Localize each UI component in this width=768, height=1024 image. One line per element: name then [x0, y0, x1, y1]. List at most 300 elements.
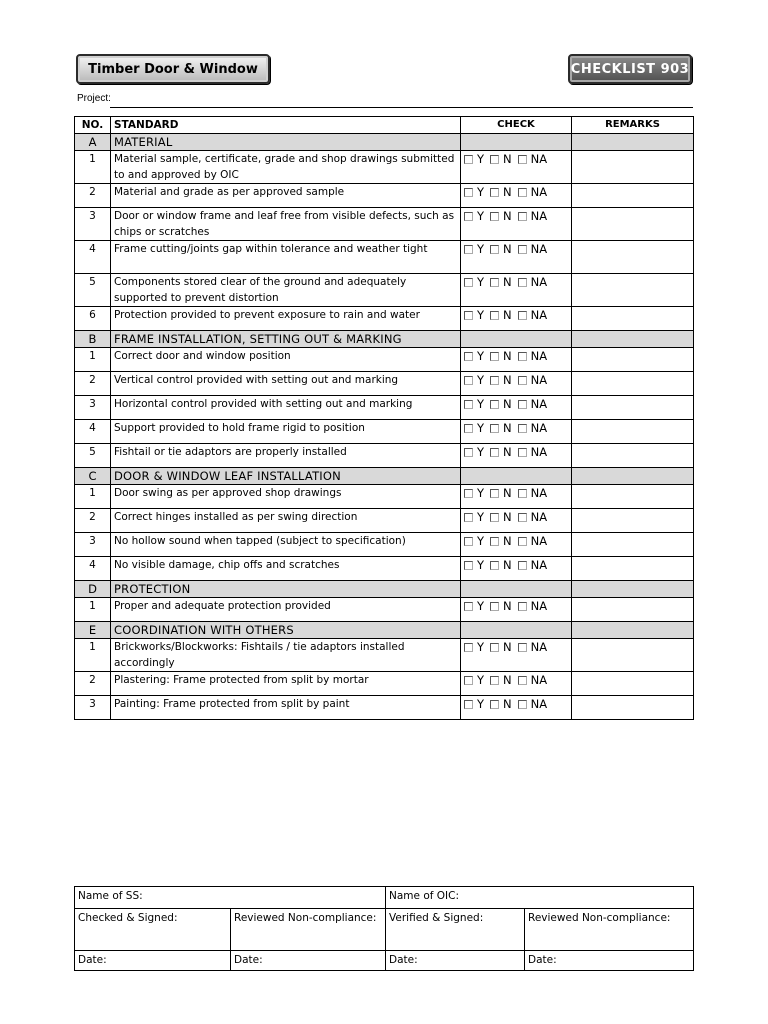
- item-standard: Vertical control provided with setting out and marking: [111, 372, 461, 396]
- item-remarks-cell[interactable]: [572, 557, 694, 581]
- item-number: 1: [75, 639, 111, 672]
- checkbox-icon[interactable]: [518, 188, 527, 197]
- check-option-label: N: [503, 349, 512, 363]
- item-remarks-cell[interactable]: [572, 307, 694, 331]
- checklist-item-row: [75, 639, 694, 672]
- item-number: 6: [75, 307, 111, 331]
- item-number: 2: [75, 184, 111, 208]
- check-option-label: Y: [477, 534, 485, 548]
- check-option-label: NA: [530, 373, 548, 387]
- checklist-item-row: [75, 444, 694, 468]
- item-remarks-cell[interactable]: [572, 274, 694, 307]
- check-option-label: N: [503, 445, 512, 459]
- checklist-item-row: [75, 509, 694, 533]
- item-standard: Material sample, certificate, grade and shop drawings submitted to and approved by OIC: [111, 151, 461, 184]
- checkbox-icon[interactable]: [518, 602, 527, 611]
- item-number: 3: [75, 533, 111, 557]
- verified-signed-field[interactable]: Verified & Signed:: [386, 909, 525, 951]
- check-option-na[interactable]: [518, 485, 547, 501]
- checkbox-icon[interactable]: [490, 212, 499, 221]
- check-option-na[interactable]: [518, 557, 547, 573]
- check-option-y[interactable]: [464, 151, 484, 167]
- checkbox-icon[interactable]: [490, 643, 499, 652]
- check-option-na[interactable]: [518, 241, 547, 257]
- table-header-row: [75, 117, 694, 134]
- check-option-label: N: [503, 640, 512, 654]
- checkbox-icon[interactable]: [490, 489, 499, 498]
- check-option-na[interactable]: [518, 639, 547, 655]
- checkbox-icon[interactable]: [464, 311, 473, 320]
- item-remarks-cell[interactable]: [572, 208, 694, 241]
- checkbox-icon[interactable]: [490, 676, 499, 685]
- item-number: 2: [75, 509, 111, 533]
- check-option-label: Y: [477, 697, 485, 711]
- checkbox-icon[interactable]: [518, 155, 527, 164]
- checkbox-icon[interactable]: [464, 448, 473, 457]
- check-option-y[interactable]: [464, 672, 484, 688]
- checkbox-icon[interactable]: [464, 700, 473, 709]
- item-remarks-cell[interactable]: [572, 372, 694, 396]
- checklist-item-row: [75, 396, 694, 420]
- check-option-n[interactable]: [490, 444, 512, 460]
- item-check-cell: [461, 208, 572, 241]
- check-option-label: NA: [530, 242, 548, 256]
- checkbox-icon[interactable]: [464, 400, 473, 409]
- item-number: 3: [75, 208, 111, 241]
- header-remarks: REMARKS: [572, 117, 694, 134]
- check-option-label: Y: [477, 185, 485, 199]
- checklist-item-row: [75, 274, 694, 307]
- check-option-na[interactable]: [518, 533, 547, 549]
- project-label: Project:: [77, 93, 111, 104]
- check-option-label: NA: [530, 185, 548, 199]
- item-remarks-cell[interactable]: [572, 184, 694, 208]
- checkbox-icon[interactable]: [464, 155, 473, 164]
- item-check-cell: [461, 348, 572, 372]
- item-standard: No visible damage, chip offs and scratches: [111, 557, 461, 581]
- check-option-label: N: [503, 534, 512, 548]
- section-remarks-cell: [572, 134, 694, 151]
- checkbox-icon[interactable]: [464, 489, 473, 498]
- item-number: 1: [75, 348, 111, 372]
- checkbox-icon[interactable]: [490, 424, 499, 433]
- item-number: 5: [75, 444, 111, 468]
- section-code: B: [75, 331, 111, 348]
- checkbox-icon[interactable]: [518, 311, 527, 320]
- checkbox-icon[interactable]: [464, 513, 473, 522]
- checkbox-icon[interactable]: [518, 400, 527, 409]
- item-check-cell: [461, 307, 572, 331]
- item-check-cell: [461, 672, 572, 696]
- item-remarks-cell[interactable]: [572, 444, 694, 468]
- checkbox-icon[interactable]: [464, 602, 473, 611]
- item-standard: Door swing as per approved shop drawings: [111, 485, 461, 509]
- check-option-na[interactable]: [518, 420, 547, 436]
- check-option-y[interactable]: [464, 509, 484, 525]
- item-remarks-cell[interactable]: [572, 348, 694, 372]
- check-option-label: Y: [477, 373, 485, 387]
- check-option-na[interactable]: [518, 444, 547, 460]
- check-option-y[interactable]: [464, 348, 484, 364]
- item-remarks-cell[interactable]: [572, 396, 694, 420]
- check-option-y[interactable]: [464, 241, 484, 257]
- check-option-y[interactable]: [464, 639, 484, 655]
- check-option-label: NA: [530, 510, 548, 524]
- checkbox-icon[interactable]: [518, 424, 527, 433]
- checkbox-icon[interactable]: [518, 643, 527, 652]
- check-option-label: N: [503, 308, 512, 322]
- check-option-y[interactable]: [464, 420, 484, 436]
- section-remarks-cell: [572, 622, 694, 639]
- check-option-y[interactable]: [464, 696, 484, 712]
- item-check-cell: [461, 184, 572, 208]
- check-option-n[interactable]: [490, 184, 512, 200]
- check-option-n[interactable]: [490, 151, 512, 167]
- item-check-cell: [461, 639, 572, 672]
- section-check-cell: [461, 581, 572, 598]
- item-standard: Fishtail or tie adaptors are properly installed: [111, 444, 461, 468]
- check-option-label: NA: [530, 673, 548, 687]
- section-check-cell: [461, 331, 572, 348]
- item-standard: No hollow sound when tapped (subject to specification): [111, 533, 461, 557]
- check-option-na[interactable]: [518, 151, 547, 167]
- checklist-item-row: [75, 184, 694, 208]
- item-standard: Protection provided to prevent exposure to rain and water: [111, 307, 461, 331]
- section-remarks-cell: [572, 331, 694, 348]
- name-of-ss-field[interactable]: Name of SS:: [75, 887, 386, 909]
- check-option-label: N: [503, 242, 512, 256]
- item-check-cell: [461, 696, 572, 720]
- check-option-label: NA: [530, 640, 548, 654]
- item-remarks-cell[interactable]: [572, 533, 694, 557]
- checklist-item-row: [75, 151, 694, 184]
- section-code: A: [75, 134, 111, 151]
- check-option-n[interactable]: [490, 307, 512, 323]
- checkbox-icon[interactable]: [490, 376, 499, 385]
- date-field-1[interactable]: Date:: [75, 951, 231, 971]
- checkbox-icon[interactable]: [518, 212, 527, 221]
- check-option-n[interactable]: [490, 274, 512, 290]
- check-option-na[interactable]: [518, 184, 547, 200]
- check-option-label: Y: [477, 445, 485, 459]
- check-option-n[interactable]: [490, 241, 512, 257]
- document-title: Timber Door & Window: [76, 54, 270, 84]
- checkbox-icon[interactable]: [490, 400, 499, 409]
- item-check-cell: [461, 598, 572, 622]
- check-option-na[interactable]: [518, 509, 547, 525]
- item-number: 1: [75, 598, 111, 622]
- check-option-n[interactable]: [490, 420, 512, 436]
- checklist-item-row: [75, 696, 694, 720]
- check-option-label: N: [503, 673, 512, 687]
- section-check-cell: [461, 134, 572, 151]
- checkbox-icon[interactable]: [490, 537, 499, 546]
- item-standard: Door or window frame and leaf free from visible defects, such as chips or scratches: [111, 208, 461, 241]
- item-number: 2: [75, 672, 111, 696]
- item-standard: Proper and adequate protection provided: [111, 598, 461, 622]
- check-option-na[interactable]: [518, 348, 547, 364]
- checklist-item-row: [75, 533, 694, 557]
- checkbox-icon[interactable]: [490, 311, 499, 320]
- check-option-label: N: [503, 697, 512, 711]
- checklist-item-row: [75, 307, 694, 331]
- section-row: [75, 331, 694, 348]
- item-standard: Correct hinges installed as per swing direction: [111, 509, 461, 533]
- item-check-cell: [461, 274, 572, 307]
- checkbox-icon[interactable]: [490, 155, 499, 164]
- item-standard: Plastering: Frame protected from split by mortar: [111, 672, 461, 696]
- check-option-label: Y: [477, 209, 485, 223]
- check-option-n[interactable]: [490, 348, 512, 364]
- item-standard: Painting: Frame protected from split by paint: [111, 696, 461, 720]
- header-check: CHECK: [461, 117, 572, 134]
- checkbox-icon[interactable]: [464, 424, 473, 433]
- section-title: COORDINATION WITH OTHERS: [111, 622, 461, 639]
- item-remarks-cell[interactable]: [572, 509, 694, 533]
- checkbox-icon[interactable]: [518, 448, 527, 457]
- check-option-n[interactable]: [490, 208, 512, 224]
- check-option-label: N: [503, 185, 512, 199]
- check-option-y[interactable]: [464, 485, 484, 501]
- item-number: 5: [75, 274, 111, 307]
- item-number: 4: [75, 420, 111, 444]
- section-row: [75, 134, 694, 151]
- date-field-3[interactable]: Date:: [386, 951, 525, 971]
- checklist-table: [74, 116, 694, 720]
- checkbox-icon[interactable]: [518, 278, 527, 287]
- check-option-n[interactable]: [490, 557, 512, 573]
- checkbox-icon[interactable]: [518, 352, 527, 361]
- check-option-na[interactable]: [518, 598, 547, 614]
- checkbox-icon[interactable]: [464, 352, 473, 361]
- checkbox-icon[interactable]: [518, 513, 527, 522]
- checkbox-icon[interactable]: [490, 278, 499, 287]
- date-field-2[interactable]: Date:: [231, 951, 386, 971]
- check-option-n[interactable]: [490, 598, 512, 614]
- section-row: [75, 622, 694, 639]
- item-remarks-cell[interactable]: [572, 672, 694, 696]
- item-standard: Brickworks/Blockworks: Fishtails / tie adaptors installed accordingly: [111, 639, 461, 672]
- checkbox-icon[interactable]: [490, 245, 499, 254]
- check-option-label: N: [503, 421, 512, 435]
- check-option-label: N: [503, 152, 512, 166]
- item-number: 1: [75, 485, 111, 509]
- checkbox-icon[interactable]: [490, 352, 499, 361]
- check-option-label: Y: [477, 510, 485, 524]
- section-remarks-cell: [572, 581, 694, 598]
- checkbox-icon[interactable]: [464, 561, 473, 570]
- checkbox-icon[interactable]: [490, 513, 499, 522]
- header-standard: STANDARD: [111, 117, 461, 134]
- item-number: 3: [75, 396, 111, 420]
- checklist-item-row: [75, 208, 694, 241]
- checkbox-icon[interactable]: [464, 676, 473, 685]
- item-remarks-cell[interactable]: [572, 696, 694, 720]
- check-option-label: Y: [477, 242, 485, 256]
- checkbox-icon[interactable]: [490, 448, 499, 457]
- checklist-item-row: [75, 372, 694, 396]
- item-number: 1: [75, 151, 111, 184]
- checkbox-icon[interactable]: [490, 188, 499, 197]
- check-option-y[interactable]: [464, 598, 484, 614]
- check-option-na[interactable]: [518, 208, 547, 224]
- check-option-label: NA: [530, 209, 548, 223]
- check-option-label: Y: [477, 558, 485, 572]
- checkbox-icon[interactable]: [518, 561, 527, 570]
- item-check-cell: [461, 533, 572, 557]
- item-check-cell: [461, 557, 572, 581]
- check-option-label: N: [503, 373, 512, 387]
- check-option-y[interactable]: [464, 184, 484, 200]
- check-option-y[interactable]: [464, 444, 484, 460]
- checkbox-icon[interactable]: [464, 212, 473, 221]
- checklist-item-row: [75, 241, 694, 274]
- check-option-n[interactable]: [490, 696, 512, 712]
- checkbox-icon[interactable]: [464, 376, 473, 385]
- check-option-label: NA: [530, 445, 548, 459]
- checklist-item-row: [75, 557, 694, 581]
- checkbox-icon[interactable]: [464, 643, 473, 652]
- item-remarks-cell[interactable]: [572, 485, 694, 509]
- item-check-cell: [461, 444, 572, 468]
- checkbox-icon[interactable]: [518, 537, 527, 546]
- project-input-line[interactable]: [110, 107, 693, 108]
- reviewed-noncompliance-field-2[interactable]: Reviewed Non-compliance:: [525, 909, 694, 951]
- item-standard: Support provided to hold frame rigid to position: [111, 420, 461, 444]
- check-option-label: Y: [477, 486, 485, 500]
- check-option-na[interactable]: [518, 372, 547, 388]
- check-option-label: N: [503, 599, 512, 613]
- item-remarks-cell[interactable]: [572, 241, 694, 274]
- section-row: [75, 468, 694, 485]
- check-option-label: N: [503, 486, 512, 500]
- section-remarks-cell: [572, 468, 694, 485]
- check-option-y[interactable]: [464, 307, 484, 323]
- check-option-y[interactable]: [464, 372, 484, 388]
- item-number: 4: [75, 557, 111, 581]
- check-option-na[interactable]: [518, 696, 547, 712]
- check-option-n[interactable]: [490, 533, 512, 549]
- check-option-y[interactable]: [464, 557, 484, 573]
- check-option-label: Y: [477, 275, 485, 289]
- checklist-item-row: [75, 485, 694, 509]
- checkbox-icon[interactable]: [490, 561, 499, 570]
- check-option-n[interactable]: [490, 396, 512, 412]
- item-number: 4: [75, 241, 111, 274]
- check-option-label: N: [503, 209, 512, 223]
- section-check-cell: [461, 468, 572, 485]
- item-check-cell: [461, 241, 572, 274]
- item-standard: Material and grade as per approved sample: [111, 184, 461, 208]
- checkbox-icon[interactable]: [464, 537, 473, 546]
- checked-signed-field[interactable]: Checked & Signed:: [75, 909, 231, 951]
- section-check-cell: [461, 622, 572, 639]
- check-option-label: Y: [477, 599, 485, 613]
- check-option-label: N: [503, 510, 512, 524]
- item-standard: Horizontal control provided with setting out and marking: [111, 396, 461, 420]
- check-option-label: N: [503, 275, 512, 289]
- check-option-label: N: [503, 397, 512, 411]
- item-check-cell: [461, 485, 572, 509]
- check-option-n[interactable]: [490, 485, 512, 501]
- section-title: PROTECTION: [111, 581, 461, 598]
- check-option-n[interactable]: [490, 509, 512, 525]
- checklist-item-row: [75, 598, 694, 622]
- checkbox-icon[interactable]: [464, 188, 473, 197]
- item-check-cell: [461, 420, 572, 444]
- item-remarks-cell[interactable]: [572, 639, 694, 672]
- checkbox-icon[interactable]: [518, 700, 527, 709]
- check-option-label: NA: [530, 349, 548, 363]
- item-check-cell: [461, 509, 572, 533]
- signoff-table: [74, 886, 694, 971]
- check-option-n[interactable]: [490, 639, 512, 655]
- check-option-label: NA: [530, 534, 548, 548]
- reviewed-noncompliance-field-1[interactable]: Reviewed Non-compliance:: [231, 909, 386, 951]
- section-row: [75, 581, 694, 598]
- check-option-na[interactable]: [518, 307, 547, 323]
- item-remarks-cell[interactable]: [572, 420, 694, 444]
- header-no: NO.: [75, 117, 111, 134]
- check-option-label: NA: [530, 397, 548, 411]
- checkbox-icon[interactable]: [518, 376, 527, 385]
- checkbox-icon[interactable]: [518, 245, 527, 254]
- check-option-y[interactable]: [464, 396, 484, 412]
- check-option-label: Y: [477, 349, 485, 363]
- check-option-n[interactable]: [490, 672, 512, 688]
- checkbox-icon[interactable]: [518, 489, 527, 498]
- item-standard: Frame cutting/joints gap within tolerance and weather tight: [111, 241, 461, 274]
- item-number: 3: [75, 696, 111, 720]
- item-remarks-cell[interactable]: [572, 151, 694, 184]
- item-number: 2: [75, 372, 111, 396]
- checkbox-icon[interactable]: [490, 602, 499, 611]
- checklist-number: CHECKLIST 903: [568, 54, 692, 84]
- item-standard: Components stored clear of the ground and adequately supported to prevent distortion: [111, 274, 461, 307]
- check-option-n[interactable]: [490, 372, 512, 388]
- section-code: D: [75, 581, 111, 598]
- check-option-na[interactable]: [518, 672, 547, 688]
- checklist-item-row: [75, 420, 694, 444]
- check-option-label: NA: [530, 599, 548, 613]
- checkbox-icon[interactable]: [490, 700, 499, 709]
- section-title: DOOR & WINDOW LEAF INSTALLATION: [111, 468, 461, 485]
- check-option-label: N: [503, 558, 512, 572]
- item-standard: Correct door and window position: [111, 348, 461, 372]
- check-option-label: NA: [530, 558, 548, 572]
- check-option-y[interactable]: [464, 533, 484, 549]
- check-option-na[interactable]: [518, 274, 547, 290]
- check-option-y[interactable]: [464, 274, 484, 290]
- check-option-label: NA: [530, 152, 548, 166]
- check-option-label: NA: [530, 308, 548, 322]
- check-option-label: NA: [530, 421, 548, 435]
- checkbox-icon[interactable]: [464, 245, 473, 254]
- check-option-label: Y: [477, 421, 485, 435]
- date-field-4[interactable]: Date:: [525, 951, 694, 971]
- section-code: C: [75, 468, 111, 485]
- check-option-label: Y: [477, 673, 485, 687]
- checklist-item-row: [75, 672, 694, 696]
- check-option-label: Y: [477, 308, 485, 322]
- name-of-oic-field[interactable]: Name of OIC:: [386, 887, 694, 909]
- check-option-y[interactable]: [464, 208, 484, 224]
- check-option-na[interactable]: [518, 396, 547, 412]
- checklist-item-row: [75, 348, 694, 372]
- checkbox-icon[interactable]: [518, 676, 527, 685]
- checkbox-icon[interactable]: [464, 278, 473, 287]
- item-remarks-cell[interactable]: [572, 598, 694, 622]
